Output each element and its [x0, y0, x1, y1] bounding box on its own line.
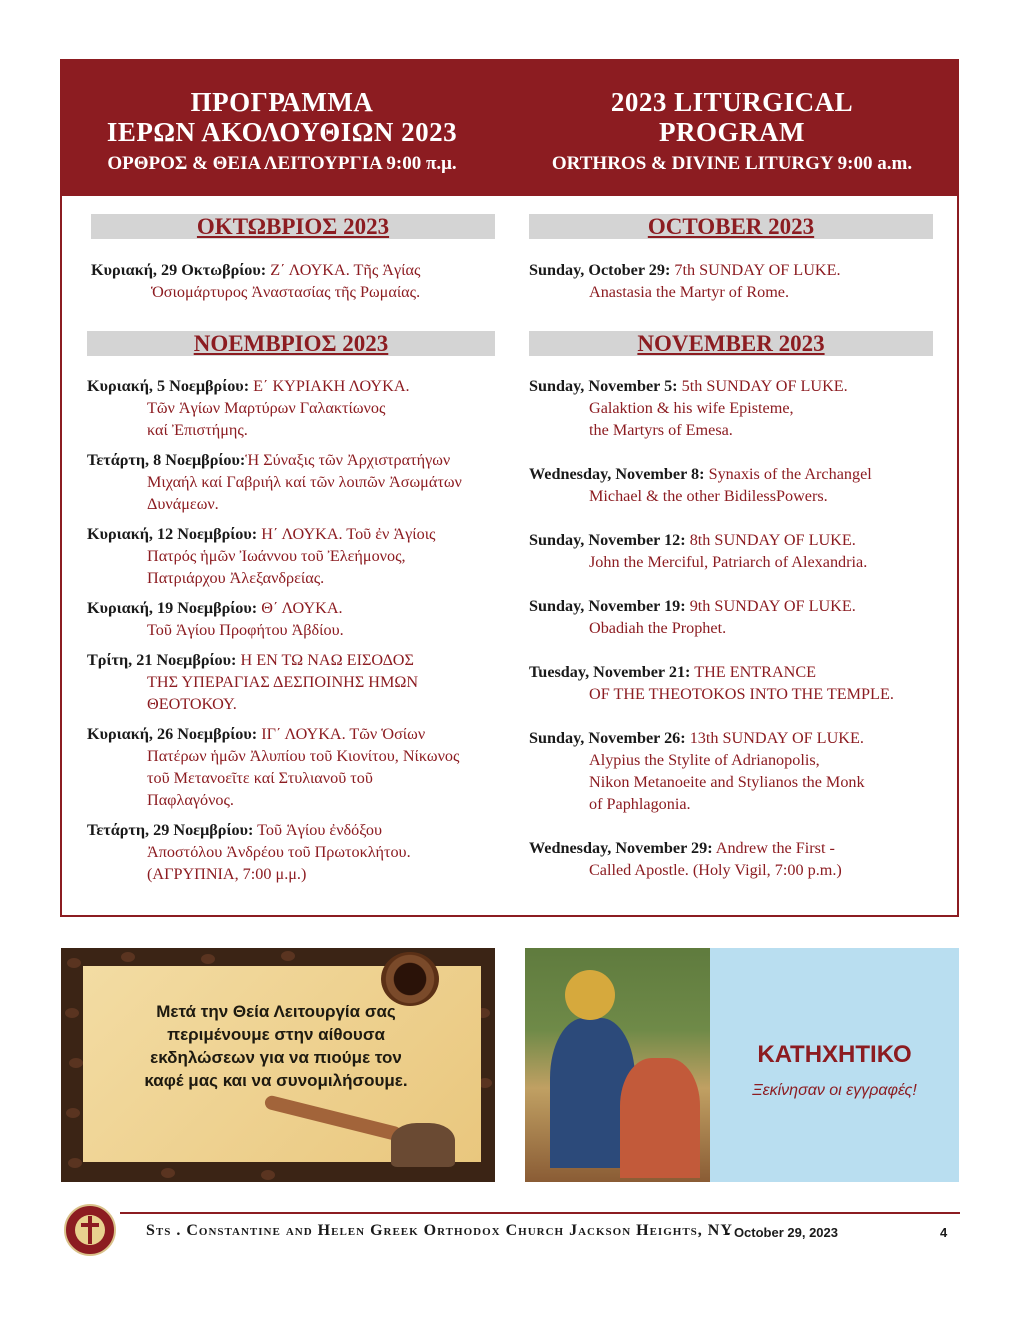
entry-feast: Ἡ Σύναξις τῶν Ἀρχιστρατήγων [245, 451, 451, 469]
entry-feast: Synaxis of the Archangel [704, 465, 872, 483]
entry-date: Κυριακή, 29 Οκτωβρίου: [91, 261, 267, 279]
entry-date: Τρίτη, 21 Νοεμβρίου: [87, 651, 237, 669]
program-banner [62, 61, 957, 196]
greek-title-line2: ΙΕΡΩΝ ΑΚΟΛΟΥΘΙΩΝ 2023 [106, 117, 458, 147]
entry-feast: 13th SUNDAY OF LUKE. [685, 729, 864, 747]
entry-description: Τῶν Ἁγίων Μαρτύρων Γαλακτίωνος [147, 399, 386, 417]
entry-description: Πατέρων ἡμῶν Ἀλυπίου τοῦ Κιονίτου, Νίκωνος [147, 747, 460, 765]
entry-description: Galaktion & his wife Episteme, [589, 399, 794, 417]
entry-feast: 7th SUNDAY OF LUKE. [670, 261, 841, 279]
entry-description: καί Ἐπιστήμης. [147, 421, 248, 439]
entry-feast: 9th SUNDAY OF LUKE. [685, 597, 856, 615]
entry-feast: Ζ΄ ΛΟΥΚΑ. Τῆς Ἁγίας [266, 261, 421, 279]
entry-feast: 8th SUNDAY OF LUKE. [685, 531, 856, 549]
christ-with-children-icon [525, 948, 710, 1182]
october-english-heading [529, 214, 933, 239]
entry-feast: 5th SUNDAY OF LUKE. [677, 377, 848, 395]
entry-description: Nikon Metanoeite and Stylianos the Monk [589, 773, 865, 791]
entry-description: ΘΕΟΤΟΚΟΥ. [147, 695, 237, 713]
november-greek-heading-text: ΝΟΕΜΒΡΙΟΣ 2023 [193, 331, 389, 356]
catechism-title: ΚΑΤΗΧΗΤΙΚΟ [757, 1041, 912, 1068]
november-greek-entries [87, 375, 517, 893]
schedule-entry [87, 723, 517, 811]
october-english-entries [529, 259, 949, 303]
entry-date: Κυριακή, 5 Νοεμβρίου: [87, 377, 250, 395]
entry-date: Sunday, November 5: [529, 377, 678, 395]
entry-description: Πατριάρχου Ἀλεξανδρείας. [147, 569, 325, 587]
greek-banner-title [62, 87, 502, 175]
liturgical-program-box [60, 59, 959, 917]
november-english-heading [529, 331, 933, 356]
schedule-entry [87, 375, 517, 441]
schedule-entry [529, 727, 954, 815]
entry-description: John the Merciful, Patriarch of Alexandria. [589, 553, 868, 571]
catechism-subtitle: Ξεκίνησαν οι εγγραφές! [752, 1082, 917, 1099]
entry-date: Wednesday, November 29: [529, 839, 713, 857]
entry-description: of Paphlagonia. [589, 795, 691, 813]
october-english-heading-text: OCTOBER 2023 [647, 214, 815, 239]
schedule-entry [87, 819, 517, 885]
entry-date: Sunday, November 26: [529, 729, 686, 747]
entry-feast: Andrew the First - [712, 839, 835, 857]
entry-description: Obadiah the Prophet. [589, 619, 727, 637]
church-seal-logo [64, 1204, 116, 1256]
entry-date: Κυριακή, 19 Νοεμβρίου: [87, 599, 258, 617]
entry-date: Κυριακή, 26 Νοεμβρίου: [87, 725, 258, 743]
entry-description: Μιχαήλ καί Γαβριήλ καί τῶν λοιπῶν Ἀσωμάτων [147, 473, 462, 491]
entry-description: Δυνάμεων. [147, 495, 219, 513]
entry-feast: THE ENTRANCE [690, 663, 817, 681]
entry-description: ΤΗΣ ΥΠΕΡΑΓΙΑΣ ΔΕΣΠΟΙΝΗΣ ΗΜΩΝ [147, 673, 419, 691]
entry-date: Τετάρτη, 29 Νοεμβρίου: [87, 821, 254, 839]
entry-description: OF THE THEOTOKOS INTO THE TEMPLE. [589, 685, 894, 703]
schedule-entry [529, 837, 954, 881]
english-title-line3: ORTHROS & DIVINE LITURGY 9:00 a.m. [551, 153, 913, 174]
october-greek-heading-text: ΟΚΤΩΒΡΙΟΣ 2023 [196, 214, 390, 239]
schedule-entry [91, 259, 511, 303]
schedule-entry [529, 259, 949, 303]
footer-divider [120, 1212, 960, 1214]
entry-description: Alypius the Stylite of Adrianopolis, [589, 751, 820, 769]
entry-feast: Ε΄ ΚΥΡΙΑΚΗ ΛΟΥΚΑ. [249, 377, 410, 395]
entry-description: the Martyrs of Emesa. [589, 421, 733, 439]
november-greek-heading [87, 331, 495, 356]
november-english-entries [529, 375, 954, 881]
entry-description: Ἀποστόλου Ἀνδρέου τοῦ Πρωτοκλήτου. [147, 843, 411, 861]
greek-title-line3: ΟΡΘΡΟΣ & ΘΕΙΑ ΛΕΙΤΟΥΡΓΙΑ 9:00 π.μ. [107, 153, 457, 174]
entry-description: Πατρός ἡμῶν Ἰωάννου τοῦ Ἐλεήμονος, [147, 547, 406, 565]
entry-description: (ΑΓΡΥΠΝΙΑ, 7:00 μ.μ.) [147, 865, 307, 883]
entry-description: Παφλαγόνος. [147, 791, 234, 809]
entry-feast: Η ΕΝ ΤΩ ΝΑΩ ΕΙΣΟΔΟΣ [236, 651, 414, 669]
coffee-cup-image [381, 952, 439, 1006]
schedule-entry [529, 463, 954, 507]
entry-description: Michael & the other BidilessPowers. [589, 487, 828, 505]
entry-date: Tuesday, November 21: [529, 663, 691, 681]
church-name: Sts . Constantine and Helen Greek Orthodox Church Jackson Heights, NY [146, 1222, 733, 1239]
entry-description: Τοῦ Ἁγίου Προφήτου Ἀβδίου. [147, 621, 344, 639]
entry-description: Anastasia the Martyr of Rome. [589, 283, 790, 301]
entry-date: Sunday, November 12: [529, 531, 686, 549]
entry-feast: Η΄ ΛΟΥΚΑ. Τοῦ ἐν Ἁγίοις [257, 525, 436, 543]
schedule-entry [529, 375, 954, 441]
coffee-pot-image [391, 1123, 455, 1167]
entry-date: Wednesday, November 8: [529, 465, 705, 483]
schedule-entry [529, 529, 954, 573]
entry-date: Κυριακή, 12 Νοεμβρίου: [87, 525, 258, 543]
schedule-entry [87, 597, 517, 641]
october-greek-heading [91, 214, 495, 239]
coffee-hour-text: Μετά την Θεία Λειτουργία σας περιμένουμε στην αίθουσα εκδηλώσεων για να πιούμε τον καφέ μας και να συνομιλήσουμε. [144, 1002, 408, 1090]
november-english-heading-text: NOVEMBER 2023 [637, 331, 825, 356]
entry-description: τοῦ Μετανοεῖτε καί Στυλιανοῦ τοῦ [147, 769, 373, 787]
entry-date: Sunday, October 29: [529, 261, 671, 279]
schedule-entry [529, 661, 954, 705]
catechism-announcement [525, 948, 959, 1182]
page-number: 4 [940, 1225, 948, 1240]
entry-date: Τετάρτη, 8 Νοεμβρίου: [87, 451, 246, 469]
coffee-hour-announcement [61, 948, 495, 1182]
english-banner-title [512, 87, 952, 175]
english-title-line2: PROGRAM [659, 117, 805, 147]
schedule-entry [87, 449, 517, 515]
entry-feast: Τοῦ Ἁγίου ἐνδόξου [253, 821, 382, 839]
schedule-entry [87, 523, 517, 589]
entry-feast: ΙΓ΄ ΛΟΥΚΑ. Τῶν Ὁσίων [257, 725, 426, 743]
schedule-entry [87, 649, 517, 715]
greek-title-line1: ΠΡΟΓΡΑΜΜΑ [190, 87, 374, 117]
schedule-entry [529, 595, 954, 639]
entry-description: Ὁσιομάρτυρος Ἀναστασίας τῆς Ρωμαίας. [151, 283, 421, 301]
entry-date: Sunday, November 19: [529, 597, 686, 615]
bulletin-date: - October 29, 2023 [726, 1225, 838, 1240]
entry-feast: Θ΄ ΛΟΥΚΑ. [257, 599, 343, 617]
entry-description: Called Apostle. (Holy Vigil, 7:00 p.m.) [589, 861, 842, 879]
english-title-line1: 2023 LITURGICAL [610, 87, 854, 117]
october-greek-entries [91, 259, 511, 311]
